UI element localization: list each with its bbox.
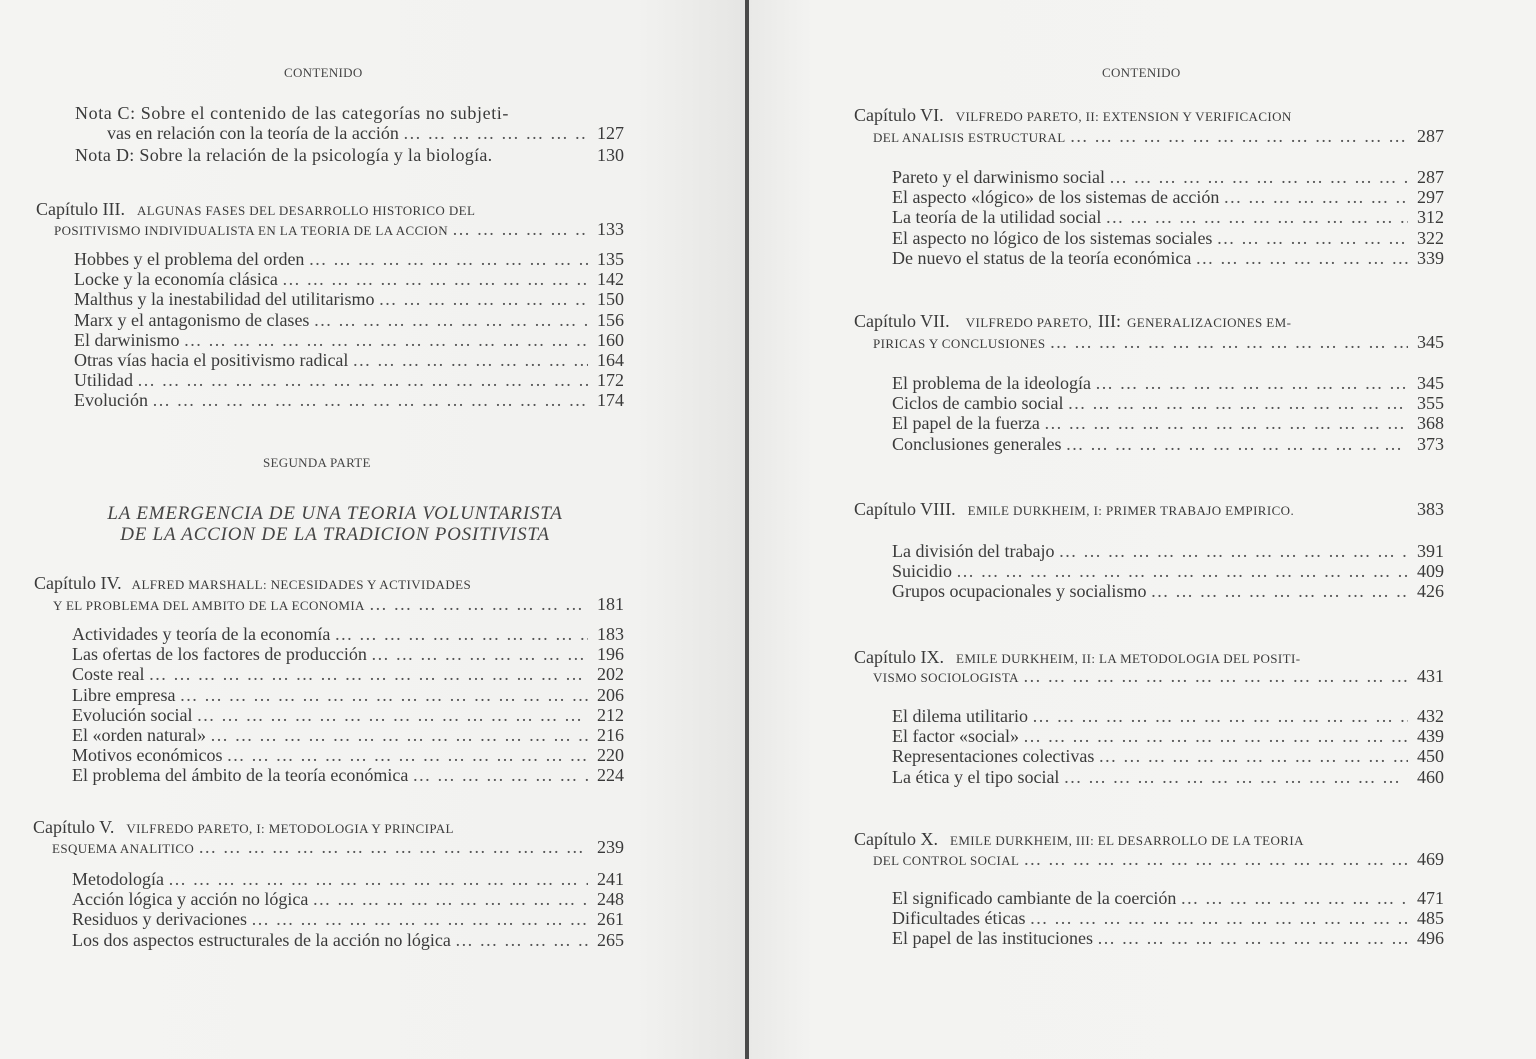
page-number: 130 [597, 145, 624, 165]
toc-section-entry[interactable] [72, 930, 624, 950]
leader-dots [278, 269, 588, 289]
section-title: El «orden natural» [72, 725, 206, 745]
chapter-7-heading [854, 311, 1444, 331]
chapter-title-cont: VISMO SOCIOLOGISTA [873, 670, 1019, 685]
toc-chapter-4[interactable] [53, 594, 624, 614]
toc-note-c[interactable] [107, 123, 624, 143]
page-number: 426 [1417, 581, 1444, 602]
leader-dots [1176, 888, 1408, 908]
leader-dots [367, 644, 588, 664]
page-number: 450 [1417, 746, 1444, 767]
leader-dots [1093, 928, 1408, 948]
leader-dots [144, 664, 588, 684]
toc-section-entry[interactable] [74, 330, 624, 350]
section-title: Conclusiones generales [892, 433, 1062, 454]
page-number: 239 [597, 837, 624, 857]
page-number: 297 [1417, 187, 1444, 208]
section-title: El papel de la fuerza [892, 413, 1040, 434]
leader-dots [1025, 908, 1408, 928]
page-number: 248 [597, 889, 624, 910]
toc-section-entry[interactable] [892, 581, 1444, 601]
toc-section-entry[interactable] [72, 765, 624, 785]
toc-section-entry[interactable] [892, 908, 1444, 928]
chapter-label: Capítulo IX. [854, 647, 944, 667]
chapter-title-cont: DEL ANALISIS ESTRUCTURAL [873, 130, 1066, 145]
chapter-9-heading [854, 647, 1444, 667]
toc-section-entry[interactable] [74, 390, 624, 410]
page-number: 212 [597, 704, 624, 725]
chapter-label: Capítulo VIII. [854, 499, 956, 519]
toc-section-entry[interactable] [72, 685, 624, 705]
toc-section-entry[interactable] [892, 248, 1444, 268]
page-number: 345 [1417, 373, 1444, 393]
chapter-label: Capítulo X. [854, 829, 938, 849]
toc-section-entry[interactable] [74, 289, 624, 309]
section-title: El papel de las instituciones [892, 928, 1093, 949]
toc-section-entry[interactable] [72, 644, 624, 664]
toc-section-entry[interactable] [892, 726, 1444, 746]
leader-dots [1040, 413, 1408, 433]
page-number: 368 [1417, 413, 1444, 434]
chapter-3-heading [36, 199, 624, 219]
toc-section-entry[interactable] [72, 705, 624, 725]
leader-dots [180, 330, 589, 350]
toc-section-entry[interactable] [74, 249, 624, 269]
book-spine [745, 0, 749, 1059]
page-number: 156 [597, 309, 624, 330]
leader-dots [1019, 666, 1408, 686]
toc-chapter-8[interactable] [854, 499, 1444, 519]
page-number: 150 [597, 289, 624, 310]
section-title: Dificultades éticas [892, 908, 1026, 929]
chapter-title: VILFREDO PARETO, II: EXTENSION Y VERIFICACION [955, 109, 1292, 124]
chapter-title-cont: Y EL PROBLEMA DEL AMBITO DE LA ECONOMIA [53, 598, 365, 613]
page-number: 241 [597, 869, 624, 889]
leader-dots [1094, 746, 1408, 766]
leader-dots [451, 930, 588, 950]
toc-section-entry[interactable] [72, 889, 624, 909]
leader-dots [448, 219, 588, 239]
leader-dots [1105, 167, 1408, 187]
page-number: 265 [597, 929, 624, 950]
section-title: Locke y la economía clásica [74, 269, 278, 290]
chapter-title-cont: PIRICAS Y CONCLUSIONES [873, 336, 1046, 351]
toc-chapter-3[interactable] [54, 219, 624, 239]
toc-section-entry[interactable] [892, 706, 1444, 726]
leader-dots [164, 869, 588, 889]
page-number: 206 [597, 684, 624, 705]
leader-dots [408, 765, 588, 785]
page-number: 224 [597, 765, 624, 786]
page-number: 432 [1417, 706, 1444, 726]
leader-dots [175, 685, 588, 705]
chapter-label: Capítulo VII. [854, 311, 950, 331]
chapter-title-numeral: III: [1097, 311, 1121, 331]
section-title: Evolución [74, 390, 148, 411]
toc-chapter-10[interactable] [873, 849, 1444, 869]
toc-chapter-7[interactable] [873, 332, 1444, 352]
page-number: 383 [1417, 499, 1444, 519]
page-number: 174 [597, 390, 624, 411]
section-title: Las ofertas de los factores de producción [72, 644, 367, 665]
left-running-head: CONTENIDO [284, 65, 363, 80]
section-title: La división del trabajo [892, 541, 1055, 561]
page-number: 339 [1417, 247, 1444, 268]
section-title: Coste real [72, 664, 145, 685]
leader-dots [223, 745, 589, 765]
toc-section-entry[interactable] [74, 269, 624, 289]
chapter-title-cont: ESQUEMA ANALITICO [52, 841, 195, 856]
section-title: El problema de la ideología [892, 373, 1091, 393]
section-title: Motivos económicos [72, 745, 223, 766]
toc-section-entry[interactable] [892, 561, 1444, 581]
part-label: SEGUNDA PARTE [263, 455, 371, 470]
section-title: El aspecto no lógico de los sistemas sociales [892, 227, 1213, 248]
section-title: El dilema utilitario [892, 706, 1028, 726]
toc-note-d[interactable] [75, 145, 624, 165]
toc-section-entry[interactable] [892, 746, 1444, 766]
leader-dots [348, 350, 588, 370]
page-number: 287 [1417, 126, 1444, 146]
leader-dots [247, 909, 588, 929]
toc-section-entry[interactable] [74, 310, 624, 330]
leader-dots [374, 289, 588, 309]
leader-dots [309, 310, 588, 330]
page-number: 409 [1417, 561, 1444, 582]
section-title: El factor «social» [892, 726, 1019, 747]
section-title: Grupos ocupacionales y socialismo [892, 581, 1147, 602]
page-number: 202 [597, 664, 624, 685]
toc-chapter-6[interactable] [873, 126, 1444, 146]
toc-section-entry[interactable] [892, 167, 1444, 187]
section-title: La ética y el tipo social [892, 766, 1060, 787]
leader-dots [206, 725, 588, 745]
leader-dots [1028, 706, 1408, 726]
page-number: 183 [597, 624, 624, 644]
toc-section-entry[interactable] [892, 187, 1444, 207]
page-number: 345 [1417, 332, 1444, 352]
toc-section-entry[interactable] [892, 928, 1444, 948]
part-title-line1: LA EMERGENCIA DE UNA TEORIA VOLUNTARISTA [107, 503, 563, 524]
leader-dots [1054, 541, 1408, 561]
section-title: Malthus y la inestabilidad del utilitarismo [74, 289, 375, 310]
chapter-title-rest: GENERALIZACIONES EM- [1126, 315, 1292, 330]
toc-section-entry[interactable] [892, 373, 1444, 393]
chapter-title: EMILE DURKHEIM, I: PRIMER TRABAJO EMPIRICO. [967, 503, 1295, 518]
toc-section-entry[interactable] [892, 393, 1444, 413]
chapter-title: EMILE DURKHEIM, II: LA METODOLOGIA DEL POSITI- [956, 651, 1301, 666]
note-d-title: Nota D: Sobre la relación de la psicología y la biología. [75, 145, 493, 165]
toc-section-entry[interactable] [72, 745, 624, 765]
chapter-10-heading [854, 829, 1444, 849]
section-title: Acción lógica y acción no lógica [72, 889, 309, 910]
leader-dots [399, 123, 588, 143]
chapter-label: Capítulo IV. [34, 573, 122, 593]
leader-dots [1091, 373, 1408, 393]
note-c-title: Nota C: Sobre el contenido de las categorías no subjeti- [75, 103, 509, 123]
leader-dots [1046, 332, 1408, 352]
page-number: 142 [597, 269, 624, 290]
section-title: Pareto y el darwinismo social [892, 167, 1105, 187]
note-c-title-cont: vas en relación con la teoría de la acción [107, 123, 399, 143]
page-number: 439 [1417, 726, 1444, 747]
page-number: 181 [597, 594, 624, 614]
part-title-line2: DE LA ACCION DE LA TRADICION POSITIVISTA [120, 524, 550, 545]
chapter-6-heading [854, 105, 1444, 125]
chapter-title: VILFREDO PARETO, I: METODOLOGIA Y PRINCIPAL [126, 821, 454, 836]
chapter-title: ALGUNAS FASES DEL DESARROLLO HISTORICO DEL [136, 203, 476, 218]
leader-dots [308, 889, 588, 909]
section-title: Marx y el antagonismo de clases [74, 309, 310, 330]
leader-dots [304, 249, 588, 269]
page-number: 373 [1417, 433, 1444, 454]
page-number: 172 [597, 370, 624, 391]
section-title: Utilidad [74, 370, 133, 391]
section-title: Metodología [72, 869, 164, 889]
leader-dots [1019, 849, 1408, 869]
page-number: 431 [1417, 666, 1444, 686]
toc-section-entry[interactable] [892, 888, 1444, 908]
section-title: Libre empresa [72, 684, 176, 705]
toc-chapter-9[interactable] [873, 666, 1444, 686]
toc-section-entry[interactable] [72, 725, 624, 745]
toc-section-entry[interactable] [892, 541, 1444, 561]
toc-note-c-line1 [75, 103, 624, 123]
leader-dots [1101, 207, 1408, 227]
section-title: El aspecto «lógico» de los sistemas de acción [892, 187, 1220, 208]
leader-dots [952, 561, 1408, 581]
leader-dots [1212, 228, 1408, 248]
section-title: Los dos aspectos estructurales de la acción no lógica [72, 929, 451, 950]
page-number: 469 [1417, 849, 1444, 869]
toc-section-entry[interactable] [72, 624, 624, 644]
section-title: El significado cambiante de la coerción [892, 888, 1177, 908]
leader-dots [194, 837, 588, 857]
toc-section-entry[interactable] [892, 207, 1444, 227]
leader-dots [192, 705, 588, 725]
chapter-label: Capítulo V. [33, 817, 115, 837]
leader-dots [1019, 726, 1408, 746]
section-title: Hobbes y el problema del orden [74, 249, 305, 269]
section-title: Actividades y teoría de la economía [72, 624, 331, 644]
toc-section-entry[interactable] [72, 909, 624, 929]
page-number: 471 [1417, 888, 1444, 908]
page-number: 220 [597, 745, 624, 766]
page-number: 312 [1417, 207, 1444, 228]
toc-section-entry[interactable] [892, 434, 1444, 454]
leader-dots [133, 370, 588, 390]
section-title: Suicidio [892, 561, 953, 582]
page-number: 322 [1417, 227, 1444, 248]
chapter-title-cont: POSITIVISMO INDIVIDUALISTA EN LA TEORIA DE LA ACCION [54, 223, 448, 238]
section-title: Representaciones colectivas [892, 746, 1095, 767]
page-number: 496 [1417, 928, 1444, 949]
chapter-label: Capítulo III. [36, 199, 125, 219]
section-title: El problema del ámbito de la teoría económica [72, 765, 409, 786]
chapter-title: VILFREDO PARETO, [965, 315, 1092, 330]
toc-section-entry[interactable] [892, 413, 1444, 433]
page-number: 485 [1417, 908, 1444, 929]
leader-dots [330, 624, 588, 644]
page-number: 164 [597, 350, 624, 370]
page-number: 261 [597, 909, 624, 930]
page-number: 460 [1417, 766, 1444, 787]
chapter-label: Capítulo VI. [854, 105, 944, 125]
page-number: 216 [597, 725, 624, 745]
section-title: La teoría de la utilidad social [892, 207, 1102, 228]
chapter-4-heading [34, 573, 624, 593]
toc-section-entry[interactable] [892, 767, 1444, 787]
leader-dots [1066, 126, 1408, 146]
section-title: Otras vías hacia el positivismo radical [74, 350, 349, 370]
section-title: Residuos y derivaciones [72, 909, 247, 930]
chapter-title: ALFRED MARSHALL: NECESIDADES Y ACTIVIDADES [131, 577, 472, 592]
leader-dots [1061, 434, 1408, 454]
leader-dots [1063, 393, 1408, 413]
page-number: 287 [1417, 167, 1444, 187]
page-number: 391 [1417, 541, 1444, 561]
leader-dots [148, 390, 588, 410]
page-number: 196 [597, 644, 624, 665]
section-title: El darwinismo [74, 329, 180, 350]
toc-section-entry[interactable] [72, 664, 624, 684]
part-title [60, 503, 610, 545]
leader-dots [1146, 581, 1408, 601]
toc-section-entry[interactable] [72, 869, 624, 889]
leader-dots [365, 594, 588, 614]
toc-section-entry[interactable] [74, 370, 624, 390]
page-number: 160 [597, 329, 624, 350]
right-running-head: CONTENIDO [1102, 65, 1181, 80]
section-title: Evolución social [72, 704, 193, 725]
leader-dots [1059, 767, 1408, 787]
toc-section-entry[interactable] [892, 228, 1444, 248]
toc-chapter-5[interactable] [52, 837, 624, 857]
page-number: 355 [1417, 393, 1444, 414]
leader-dots [1191, 248, 1408, 268]
toc-section-entry[interactable] [74, 350, 624, 370]
section-title: De nuevo el status de la teoría económica [892, 247, 1192, 268]
chapter-title-cont: DEL CONTROL SOCIAL [873, 853, 1020, 868]
chapter-5-heading [33, 817, 624, 837]
chapter-title: EMILE DURKHEIM, III: EL DESARROLLO DE LA TEORIA [950, 833, 1304, 848]
leader-dots [1219, 187, 1408, 207]
page-number: 127 [597, 123, 624, 143]
section-title: Ciclos de cambio social [892, 393, 1064, 414]
page-number: 135 [597, 249, 624, 269]
page-number: 133 [597, 219, 624, 239]
